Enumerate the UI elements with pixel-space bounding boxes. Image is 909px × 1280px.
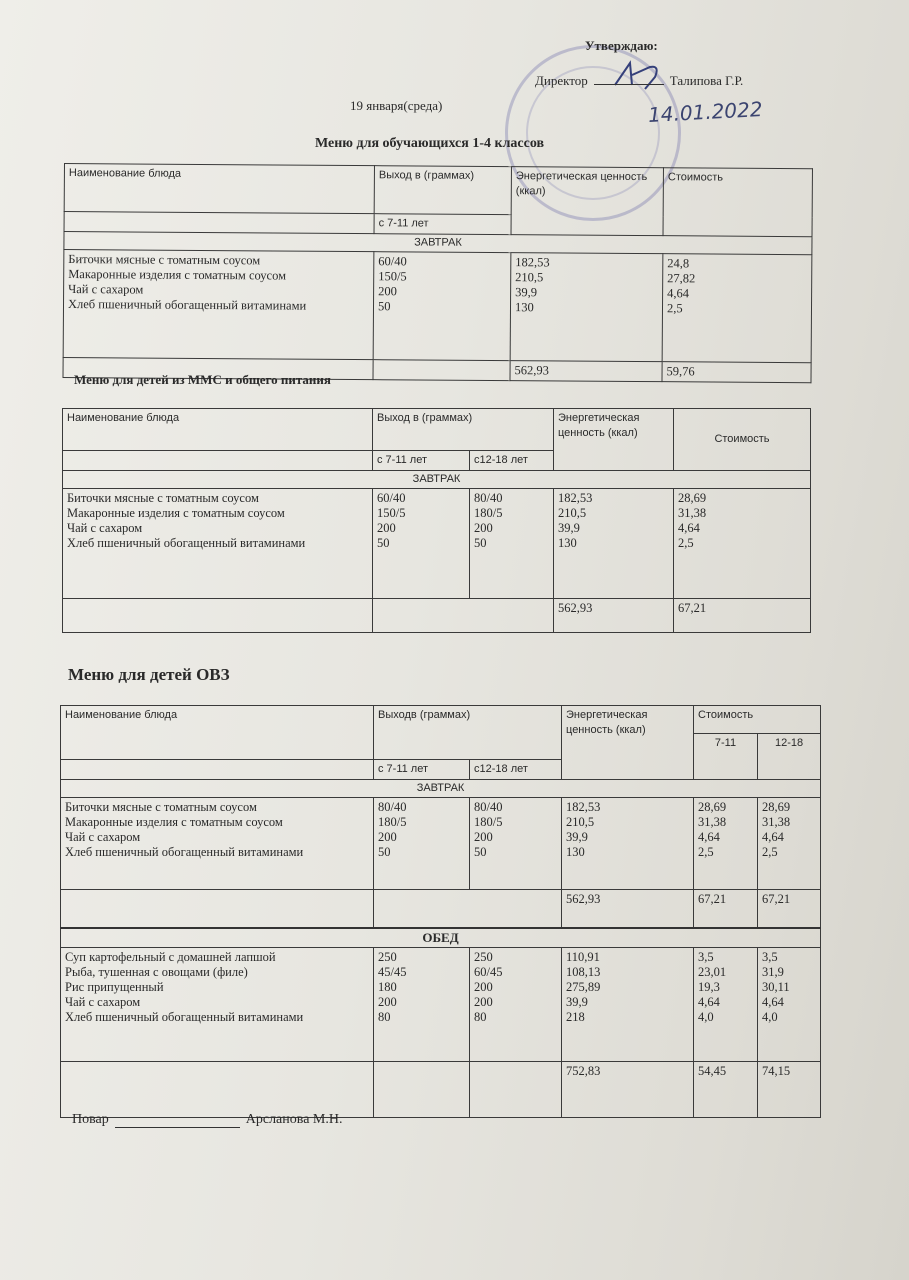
- cook-signature-line: [72, 1112, 342, 1128]
- age-header-12-18: с12-18 лет: [470, 760, 562, 780]
- cost-value: 31,38: [762, 815, 791, 829]
- cost-7-11-cell: [694, 798, 758, 890]
- yields-cell: [373, 252, 511, 361]
- cost-cell: [674, 489, 811, 599]
- cost-value: 4,64: [698, 830, 720, 844]
- total-cost-7-11: 54,45: [694, 1062, 758, 1118]
- yield-value: 80/40: [474, 800, 503, 814]
- dish-name: Макаронные изделия с томатным соусом: [67, 506, 285, 520]
- cost-value: 4,64: [698, 995, 720, 1009]
- cost-value: 30,11: [762, 980, 790, 994]
- dishes-cell: [61, 948, 374, 1062]
- energy-cell: [510, 253, 663, 362]
- yields-7-11-cell: [374, 948, 470, 1062]
- yield-value: 50: [377, 299, 391, 314]
- meal-breakfast: ЗАВТРАК: [64, 232, 812, 255]
- energy-value: 182,53: [566, 800, 601, 814]
- meal-breakfast: ЗАВТРАК: [63, 471, 811, 489]
- total-energy: 562,93: [562, 890, 694, 928]
- energy-value: 39,9: [515, 285, 538, 300]
- yield-value: 50: [474, 536, 487, 550]
- cost-value: 19,3: [698, 980, 720, 994]
- menu-table-mms: [62, 408, 811, 633]
- energy-value: 182,53: [515, 255, 550, 270]
- yield-value: 60/40: [377, 491, 406, 505]
- total-energy: 752,83: [562, 1062, 694, 1118]
- cost-cell: [662, 254, 812, 363]
- dishes-cell: [63, 250, 374, 360]
- menu-date: 19 января(среда): [350, 98, 443, 113]
- energy-value: 218: [566, 1010, 585, 1024]
- dish-name: Хлеб пшеничный обогащенный витаминами: [67, 297, 307, 313]
- cost-value: 3,5: [698, 950, 714, 964]
- yield-value: 45/45: [378, 965, 407, 979]
- total-cost-7-11: 67,21: [694, 890, 758, 928]
- empty-cell: [373, 599, 554, 633]
- yield-value: 50: [377, 536, 390, 550]
- yield-value: 200: [474, 980, 493, 994]
- yields-7-11-cell: [373, 489, 470, 599]
- dish-name: Чай с сахаром: [67, 521, 143, 535]
- cost-12-18-cell: [758, 798, 821, 890]
- cost-value: 31,38: [678, 506, 707, 520]
- age-header-12-18: с12-18 лет: [470, 451, 554, 471]
- director-label: Директор: [535, 73, 588, 88]
- energy-cell: [562, 948, 694, 1062]
- yields-12-18-cell: [470, 798, 562, 890]
- energy-value: 108,13: [566, 965, 601, 979]
- yield-value: 150/5: [377, 506, 406, 520]
- cook-name: Арсланова М.Н.: [245, 1112, 343, 1127]
- director-name: Талипова Г.Р.: [669, 73, 744, 88]
- col-header-energy: Энергетическая ценность (ккал): [562, 706, 694, 780]
- cost-value: 28,69: [678, 491, 707, 505]
- dishes-cell: [61, 798, 374, 890]
- yield-value: 250: [378, 950, 397, 964]
- energy-value: 39,9: [566, 995, 588, 1009]
- yield-value: 200: [378, 284, 397, 299]
- age-header-7-11: с 7-11 лет: [373, 451, 470, 471]
- cost-7-11-cell: [694, 948, 758, 1062]
- col-header-yield: Выходв (граммах): [374, 706, 562, 760]
- energy-cell: [554, 489, 674, 599]
- energy-value: 182,53: [558, 491, 593, 505]
- meal-breakfast: ЗАВТРАК: [61, 780, 821, 798]
- cost-value: 2,5: [666, 301, 683, 316]
- yield-value: 200: [474, 830, 493, 844]
- total-cost-12-18: 67,21: [758, 890, 821, 928]
- age-header-7-11: с 7-11 лет: [374, 760, 470, 780]
- col-header-yield: Выход в (граммах): [374, 166, 511, 215]
- dish-name: Макаронные изделия с томатным соусом: [65, 815, 283, 829]
- cost-value: 4,64: [678, 521, 700, 535]
- total-energy: 562,93: [510, 361, 662, 382]
- yield-value: 150/5: [378, 269, 407, 284]
- dish-name: Хлеб пшеничный обогащенный витаминами: [65, 1010, 304, 1024]
- cost-value: 4,64: [667, 286, 690, 301]
- cost-value: 23,01: [698, 965, 727, 979]
- yield-value: 200: [474, 995, 493, 1009]
- energy-value: 210,5: [566, 815, 595, 829]
- meal-lunch: ОБЕД: [61, 928, 821, 948]
- dish-name: Рыба, тушенная с овощами (филе): [65, 965, 248, 979]
- col-header-energy: Энергетическая ценность (ккал): [554, 409, 674, 471]
- approve-label: Утверждаю:: [585, 38, 658, 53]
- dishes-cell: [63, 489, 373, 599]
- cost-value: 4,0: [698, 1010, 714, 1024]
- dish-name: Чай с сахаром: [65, 830, 141, 844]
- cost-value: 4,0: [762, 1010, 778, 1024]
- menu-table-grades-1-4: [62, 163, 812, 383]
- cost-value: 4,64: [762, 830, 784, 844]
- energy-value: 210,5: [515, 270, 544, 285]
- dish-name: Хлеб пшеничный обогащенный витаминами: [65, 845, 304, 859]
- yield-value: 180/5: [378, 815, 407, 829]
- col-header-name: Наименование блюда: [61, 706, 374, 760]
- dish-name: Биточки мясные с томатным соусом: [68, 252, 261, 268]
- cost-value: 2,5: [698, 845, 714, 859]
- yield-value: 80: [378, 1010, 391, 1024]
- yields-12-18-cell: [470, 489, 554, 599]
- menu-title: Меню для обучающихся 1-4 классов: [315, 136, 545, 151]
- col-header-energy: Энергетическая ценность (ккал): [511, 167, 663, 236]
- total-cost-12-18: 74,15: [758, 1062, 821, 1118]
- yield-value: 200: [474, 521, 493, 535]
- yield-value: 200: [378, 830, 397, 844]
- cost-value: 2,5: [678, 536, 694, 550]
- energy-value: 210,5: [558, 506, 587, 520]
- yield-value: 50: [378, 845, 391, 859]
- yield-value: 250: [474, 950, 493, 964]
- age-header: с 7-11 лет: [374, 214, 511, 235]
- cost-value: 4,64: [762, 995, 784, 1009]
- yield-value: 60/40: [378, 254, 407, 269]
- yield-value: 80: [474, 1010, 487, 1024]
- cost-12-18-cell: [758, 948, 821, 1062]
- yields-12-18-cell: [470, 948, 562, 1062]
- energy-value: 39,9: [566, 830, 588, 844]
- total-cost: 59,76: [662, 362, 811, 383]
- dish-name: Чай с сахаром: [65, 995, 141, 1009]
- empty-cell: [63, 451, 373, 471]
- handwritten-date: 14.01.2022: [647, 97, 764, 127]
- dish-name: Хлеб пшеничный обогащенный витаминами: [67, 536, 306, 550]
- section-title-mms: Меню для детей из ММС и общего питания: [74, 372, 331, 387]
- dish-name: Макаронные изделия с томатным соусом: [68, 267, 287, 283]
- signature-line: [115, 1113, 240, 1128]
- energy-value: 39,9: [558, 521, 580, 535]
- energy-cell: [562, 798, 694, 890]
- dish-name: Биточки мясные с томатным соусом: [67, 491, 259, 505]
- cook-label: Повар: [72, 1112, 109, 1127]
- cost-value: 28,69: [762, 800, 791, 814]
- cost-value: 2,5: [762, 845, 778, 859]
- energy-value: 275,89: [566, 980, 601, 994]
- yield-value: 180/5: [474, 815, 503, 829]
- dish-name: Биточки мясные с томатным соусом: [65, 800, 257, 814]
- col-header-cost: Стоимость: [663, 168, 812, 237]
- energy-value: 130: [558, 536, 577, 550]
- dish-name: Рис припущенный: [65, 980, 164, 994]
- empty-cell: [374, 890, 562, 928]
- dish-name: Чай с сахаром: [68, 282, 144, 297]
- yields-7-11-cell: [374, 798, 470, 890]
- empty-cell: [470, 1062, 562, 1118]
- col-header-cost: Стоимость: [674, 409, 811, 471]
- col-header-name: Наименование блюда: [63, 409, 373, 451]
- col-header-yield: Выход в (граммах): [373, 409, 554, 451]
- col-header-name: Наименование блюда: [64, 164, 374, 214]
- cost-value: 31,9: [762, 965, 784, 979]
- yield-value: 80/40: [378, 800, 407, 814]
- cost-value: 27,82: [667, 271, 696, 286]
- yield-value: 80/40: [474, 491, 503, 505]
- signature-line: [594, 84, 664, 85]
- empty-cell: [61, 890, 374, 928]
- yield-value: 180: [378, 980, 397, 994]
- cost-value: 28,69: [698, 800, 727, 814]
- empty-cell: [61, 760, 374, 780]
- yield-value: 50: [474, 845, 487, 859]
- cost-header-12-18: 12-18: [758, 734, 821, 780]
- total-cost: 67,21: [674, 599, 811, 633]
- section-title-ovz: Меню для детей ОВЗ: [68, 665, 230, 684]
- cost-value: 31,38: [698, 815, 727, 829]
- energy-value: 130: [566, 845, 585, 859]
- cost-value: 24,8: [667, 256, 690, 271]
- energy-value: 130: [514, 300, 534, 315]
- energy-value: 110,91: [566, 950, 600, 964]
- cost-header-7-11: 7-11: [694, 734, 758, 780]
- yield-value: 200: [377, 521, 396, 535]
- yield-value: 200: [378, 995, 397, 1009]
- director-line: [535, 73, 743, 89]
- empty-cell: [374, 1062, 470, 1118]
- total-energy: 562,93: [554, 599, 674, 633]
- menu-table-ovz: [60, 705, 821, 1118]
- cost-value: 3,5: [762, 950, 778, 964]
- empty-cell: [63, 599, 373, 633]
- dish-name: Суп картофельный с домашней лапшой: [65, 950, 276, 964]
- yield-value: 180/5: [474, 506, 503, 520]
- yield-value: 60/45: [474, 965, 503, 979]
- empty-cell: [61, 1062, 374, 1118]
- empty-cell: [373, 360, 510, 381]
- empty-cell: [64, 212, 374, 234]
- col-header-cost: Стоимость: [694, 706, 821, 734]
